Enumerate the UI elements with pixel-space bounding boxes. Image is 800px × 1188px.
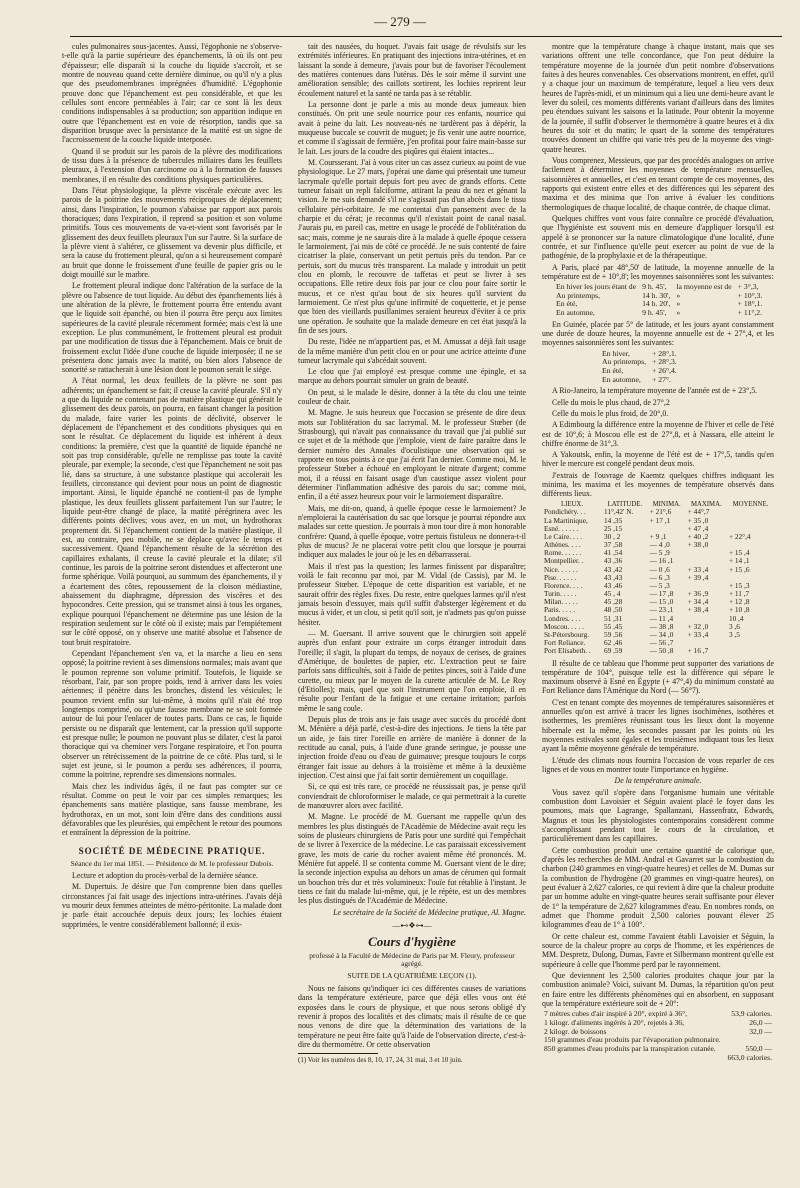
table-cell: + 21°,6 [649, 507, 672, 517]
paragraph: Que deviennent les 2,500 calories produites chaque jour par la combustion animale? Voici, suivant M. Dumas, la répartition qu'on peut en faire entre les différents phénomènes qui en absorbent, en supposant que la température extérieure soit de + 20°: [542, 971, 774, 1008]
paragraph: M. Magne. Le procédé de M. Guersant me rappelle qu'un des membres les plus distingués de l'Académie de Médecine avait reçu les soins de plusieurs chirurgiens de Paris pour une surdité qui l'empêchait de se livrer à l'exercice de la médecine. Le cas paraissait excessivement grave, les mots de carie du rocher avaient même été prononcés. M. Ménière fut appelé. Il se contenta comme M. Guersant vient de le dire; la seconde injection expulsa au dehors un amas de cérumen qui formait un bouchon très dur et très volumineux: l'ouïe fut rétablie à l'instant. Je tiens ce fait du malade lui-même, qui, je le répète, est un des membres les plus distingués de l'Académie de Médecine. [298, 812, 526, 906]
paragraph: Mais il n'est pas la question; les larmes finissent par disparaître; voilà le fait reconnu par moi, par M. Vidal (de Cassis), par M. le professeur Stœber. L'époque de cette disparition est variable, et ne saurait offrir des règles fixes. Du reste, entre quelques larmes qu'il n'est jamais besoin d'essuyer, mais qu'il suffit d'absterger légèrement et du mucus à vider, et un clou, si petit qu'il soit, je n'admets pas qu'on puisse hésiter. [298, 561, 526, 627]
climate-table [542, 501, 774, 656]
guinea-seasons-table [602, 350, 683, 385]
table-cell: La Martinique, [544, 515, 588, 525]
table-cell: + 38 ,4 [687, 605, 709, 615]
column-3 [542, 42, 774, 1065]
table-cell: 53,9 calories. [731, 1009, 772, 1019]
table-cell: » [676, 308, 681, 318]
paragraph: Lecture et adoption du procès-verbal de la dernière séance. [72, 871, 258, 881]
table-cell: 150 grammes d'eau produits par l'évaporation pulmonaire. [544, 1035, 721, 1045]
table-row [556, 309, 768, 318]
table-cell: 850 grammes d'eau produits par la transpiration cutanée. [544, 1044, 716, 1054]
table-cell: + 15 ,3 [728, 580, 750, 590]
paragraph: Le frottement pleural indique donc l'altération de la surface de la plèvre ou l'absence de tout liquide. Au début des épanchements liés à une altération de la plèvre, le frottement pourra être entendu avant que le liquide soit épanché, ou bien il pourra être perçu aux limites supérieures de la cavité pleurale récemment formée; mais c'est là une exception. Le plus communément, le frottement pleural est produit par une modification de tissus due à l'épanchement. Mais ce bruit de froissement exclut l'idée d'une couche de liquide interposée; il ne se présentera donc jamais avec la matité, ou bien alors l'absence de sonorité se rattacherait à une lésion dont le poumon serait le siége. [62, 281, 282, 375]
table-cell: — 11 ,4 [649, 613, 674, 623]
paragraph: Vous comprenez, Messieurs, que par des procédés analogues on arrive facilement à déterminer les moyennes de température mensuelles, saisonnières et annuelles, et c'est en tenant compte de ces moyennes, des rapports qui existent entre elles et des différences qui les séparent des maxima et des minima que l'on arrive à évaluer les conditions thermologiques de chaque localité, de chaque contrée, de chaque climat. [542, 155, 774, 212]
table-cell: 26,0 — [749, 1018, 772, 1028]
ornament-divider: —⊷❖⊶— [392, 920, 432, 930]
paris-seasons-table [556, 283, 768, 318]
paragraph: Or cette chaleur est, comme l'avaient établi Lavoisier et Séguin, la source de la chaleur propre au corps de l'homme, et les expériences de MM. Despretz, Dulong, Dumas, Favre et Silbermann montrent qu'elle est supérieure à celle que l'homme perd par le rayonnement. [542, 931, 774, 969]
table-cell: 62 ,46 [603, 638, 623, 648]
paragraph: A Yakoutsk, enfin, la moyenne de l'été est de + 17°,5, tandis qu'en hiver le mercure est congelé pendant deux mois. [542, 450, 774, 469]
col2-paragraphs [298, 42, 526, 906]
table-cell: En automne, [556, 308, 595, 318]
table-cell: 69 ,59 [603, 646, 623, 656]
table-cell: Port Elisabeth. . [544, 646, 591, 656]
table-cell: + 36 ,9 [687, 589, 709, 599]
table-cell: + 22°,4 [728, 531, 751, 541]
table-cell: + 10°,3. [737, 290, 763, 300]
table-cell: 663,0 calories. [727, 1052, 772, 1062]
table-row [542, 1054, 774, 1063]
table-cell: + 28°,1. [652, 348, 677, 358]
hygiene-title: Cours d'hygiène [368, 934, 456, 950]
table-cell: 59 ,56 [603, 629, 623, 639]
paragraph: A Rio-Janeiro, la température moyenne de l'année est de + 23°,5. [552, 386, 758, 396]
paragraph: — M. Guersant. Il arrive souvent que le chirurgien soit appelé auprès d'un enfant pour extraire un corps étranger introduit dans l'oreille; il s'agit, la plupart du temps, de noyaux de cerises, de graines d'Amérique, de boulettes de papier, etc. L'extraction peut se faire parfois sans difficultés, soit à l'aide de petites pinces, soit à l'aide d'une curette, ou mieux par le moyen de la curette articulée de M. Le Roy (d'Etiolles); mais, quel que soit l'instrument que l'on emploie, il en résulte pour l'enfant de la fatigue et une certaine irritation; parfois même le sang coule. [298, 629, 526, 713]
table-cell: — 23 ,1 [649, 605, 674, 615]
table-cell: En hiver les jours étant de [556, 282, 637, 292]
table-cell: En été, [556, 299, 578, 309]
table-cell: + 9 ,1 [649, 531, 667, 541]
paragraph: Dans l'état physiologique, la plèvre viscérale exécute avec les parois de la poitrine des mouvements réciproques de déplacement; ainsi, dans l'inspiration, le poumon s'abaisse par rapport aux parois thoraciques; dans l'expiration, il reprend sa position et son volume primitifs. Tous ces mouvements de va-et-vient sont favorisés par le glissement des deux feuillets pleuraux l'un sur l'autre. Si la surface de la plèvre vient à s'altérer, ce glissement va devenir plus difficile, et sera la cause du frottement pleural, qu'on a si heureusement comparé au bruit que donne le froissement d'une feuille de papier gris ou le doigt mouillé sur le marbre. [62, 185, 282, 279]
table-cell: 45 , 4 [603, 589, 621, 599]
table-cell: Milan. . . . . [544, 597, 578, 607]
table-cell: — 17 ,8 [649, 589, 674, 599]
paragraph: Celle du mois le plus froid, de 20°,0. [552, 408, 669, 418]
footnote: (1) Voir les numéros des 8, 10, 17, 24, 31 mai, 3 et 10 juin. [298, 1056, 463, 1065]
table-cell: + 15 ,6 [728, 564, 750, 574]
paragraph: Si, ce qui est très rare, ce procédé ne réussissait pas, je pense qu'il conviendrait de chloroformiser le malade, ce qui permettrait à la curette de manœuvrer alors avec facilité. [298, 782, 526, 810]
table-cell: 41 ,54 [603, 548, 623, 558]
table-cell: + 11°,2. [737, 308, 763, 318]
table-cell: + 32 ,0 [687, 621, 709, 631]
paragraph: Mais chez les individus âgés, il ne faut pas compter sur ce résultat. Comme on peut le voir par ces simples remarques; les épanchements sans matière plastique, sans fausse membrane, les hydrothorax, en un mot, sont loin d'être dans des conditions aussi défavorables que les pleurésies, qui empêchent le retour des poumons et entraînent la dépression de la poitrine. [62, 781, 282, 838]
table-cell: — 16 ,1 [649, 556, 674, 566]
table-cell: + 16 ,7 [687, 646, 709, 656]
table-cell: Athènes. . . . [544, 540, 581, 550]
table-cell: + 35 ,0 [687, 515, 709, 525]
table-cell: 9 h. 45', [642, 308, 667, 318]
table-header-cell: MOYENNE. [732, 500, 769, 508]
table-cell: 43 ,36 [603, 556, 623, 566]
table-cell: + 40 ,2 [687, 531, 709, 541]
table-cell: 14 h. 30', [642, 290, 671, 300]
table-cell: St-Pétersbourg. [544, 629, 590, 639]
table-header-cell: LIEUX. [560, 500, 584, 508]
table-cell: + 11 ,7 [728, 589, 750, 599]
table-cell: — 50 ,8 [649, 646, 674, 656]
column-2 [298, 42, 526, 1067]
table-cell: Fort Reliance. [544, 638, 586, 648]
table-cell: — 6 ,3 [649, 572, 670, 582]
table-cell [727, 517, 774, 525]
table-cell: — 0 ,6 [649, 564, 670, 574]
table-cell: 11°,42' N. [603, 507, 634, 517]
table-cell: Rome. . . . . . [544, 548, 582, 558]
header-rule [70, 36, 782, 37]
table-cell: + 10 ,8 [728, 605, 750, 615]
paragraph: A l'état normal, les deux feuillets de la plèvre ne sont pas adhérents; un épanchement se fait; il creuse la cavité pleurale. S'il n'y a que du liquide ne contenant pas de matière plastique qui générait le glissement des deux parois, on pourra, en faisant changer la position du malade, faire varier les points de déclivité, observer le déplacement de l'épanchement et des conditions physiques qui en sont le résultat. Ce déplacement du liquide est inhérent à deux conditions: la première, c'est que la quantité de liquide épanché ne soit pas trop considérable, qu'elle ne remplisse pas toute la cavité pleurale, par exemple; la seconde, c'est que l'épanchement ne soit pas lié, dans sa structure, à une substance plastique qui accolerait les feuillets, circonstance qui devient pour nous un point de diagnostic important. Ainsi, le liquide épanché ne contient-il pas de lymphe plastique, les deux feuillets glissent parfaitement l'un sur l'autre; le liquide peut-être changé de place, la matité pérégrinera avec les différents points déclives; vous avez, en un mot, un hydrothorax proprement dit. Si l'épanchement contient de la matière plastique, il est, au contraire, peu mobile, ne se déplace qu'avec le temps et successivement. Quand l'épanchement résulte de la sécrétion des capillaires exhalants, il creuse la cavité pleurale et la dilate; s'il continue, les parois de la poitrine seront distendues et affecteront une forme sphérique. Voilà pourquoi, au summum des épanchements, il y a écartement des côtes, repoussement de la cloison médiastine, abaissement du diaphragme, dépression des viscères et des hypocondres. Cette pression, qui se transmet ainsi à tous les organes, explique pourquoi l'épanchement ne détermine pas une lésion de la respiration seulement sur le côté où il existe; mais par l'empiétement sur le côté opposé, on y observe une matité absolue et l'absence de tout bruit respiratoire. [62, 376, 282, 647]
society-signature: Le secrétaire de la Société de Médecine pratique, Al. Magne. [333, 907, 526, 917]
paragraph: Celle du mois le plus chaud, de 27°,2 [552, 397, 670, 407]
table-cell: 43 ,46 [603, 580, 623, 590]
table-cell: + 33 ,4 [687, 629, 709, 639]
table-cell: — 5 ,9 [649, 548, 670, 558]
table-cell: Londres. . . . [544, 613, 581, 623]
table-cell: + 26°,4. [652, 365, 677, 375]
paragraph: Quand il se produit sur les parois de la plèvre des modifications de tissu dues à la présence de tubercules miliaires dans les feuillets pleuraux, à l'extension d'un carcinome ou à la formation de fausses membranes, il en résulte des conditions physiques particulières. [62, 146, 282, 184]
table-header-cell: MAXIMA. [690, 500, 722, 508]
footnote-rule [298, 1053, 378, 1054]
table-header-cell: MINIMA. [652, 500, 681, 508]
table-cell: Pise. . . . . . [544, 572, 577, 582]
col3-paragraphs-c [542, 659, 774, 775]
column-1 [62, 42, 282, 931]
paragraph: Cependant l'épanchement s'en va, et la marche a lieu en sens opposé; la poitrine revient à ses dimensions normales; mais avant que le poumon reprenne son volume primitif. Toutefois, le liquide se résorbant, l'air, par son propre poids, tend à arriver dans les voies aériennes; il pénètre dans les bronches, distend les vésicules; le poumon revient enfin sur lui-même, à moins qu'il n'ait été trop longtemps comprimé, ou qu'une fausse membrane ne se soit formée autour de lui pour l'enlacer de toutes parts. Dans ce cas, le liquide persiste ou ne disparaît que lentement, car la pression qu'il supporte est presque nulle; le poumon ne pouvant plus se dilater, c'est la paroi thoracique qui va cheminer vers l'organe respiratoire, et l'on pourra observer un rétrécissement de la poitrine de ce côté. Plus tard, si le sujet est jeune, si le poumon a perdu ses adhérences, il pourra, comme la poitrine, reprendre ses dimensions normales. [62, 649, 283, 780]
table-cell: — 56 ,7 [649, 638, 674, 648]
paragraph: Il résulte de ce tableau que l'homme peut supporter des variations de température de 104°, puisque telle est la différence qui sépare le maximum observé à Esné en Égypte (+ 47°,4) du minimum constaté au Fort Reliance dans l'Amérique du Nord (— 56°7). [542, 658, 774, 696]
table-cell: 45 ,28 [603, 597, 623, 607]
table-cell: + 27°. [652, 374, 671, 384]
paragraph: cules pulmonaires sous-jacentes. Aussi, l'égophonie ne s'observe-t-elle qu'à la partie supérieure des épanchements, là où ils ont peu d'épaisseur; elle disparaît si la couche du liquide s'accroît, et se montre de nouveau quand cette dernière diminue, ou qu'il n'y a plus que des pseudomembranes imprégnées d'humidité. L'égophonie prouve donc que l'épanchement est peu considérable, et que les cellules sont encore perméables à l'air; car ce sont là les deux conditions indispensables à sa production; son apparition indique en outre que l'épanchement est en voie de résorption, tandis que sa disparition brusque avec la persistance de la matité est un signe de l'accroissement de la couche liquide interposée. [62, 42, 282, 145]
paragraph: C'est en tenant compte des moyennes de températures saisonnières et annuelles qu'on est arrivé à tracer les lignes isochimènes, isothères et isothermes, les premières réunissant tous les lieux dont la moyenne hibernale est la même, les secondes passant par les points où les moyennes estivales sont égales et les troisièmes indiquant tous les lieux ayant la même moyenne générale de température. [542, 697, 774, 754]
table-cell: + 15 ,4 [728, 548, 750, 558]
table-cell: Nice. . . . . . [544, 564, 578, 574]
col3-paragraphs-a [542, 42, 774, 281]
table-cell: 32,0 — [749, 1026, 772, 1036]
table-cell: + 17 ,1 [649, 515, 671, 525]
paragraph: Du reste, l'idée ne m'appartient pas, et M. Amussat a déjà fait usage de la même manière d'un petit clou en or pour une actrice atteinte d'une tumeur lacrymale qui s'abcédait souvent. [298, 337, 526, 365]
table-row [542, 647, 774, 655]
paragraph: Cette combustion produit une certaine quantité de calorique que, d'après les recherches de MM. Andral et Gavarret sur la combustion du charbon (240 grammes en vingt-quatre heures) et celles de M. Dumas sur la combustion de l'hydrogène (20 grammes en vingt-quatre heures), on peut évaluer à 2,627 calories, ce qui revient à dire que la chaleur produite par un homme adulte en vingt-quatre heures serait suffisante pour élever de 1° la température de 2,627 kilogrammes d'eau. En nombres ronds, on admet que l'homme produit 2,500 calories pouvant élever 25 kilogrammes d'eau de 1° à 100°. [542, 845, 774, 930]
page-number: — 279 — [374, 14, 426, 29]
table-row [602, 376, 683, 385]
paragraph: tait des nausées, du hoquet. J'avais fait usage de révulsifs sur les extrémités inférieures. En pratiquant des injections intra-utérines, et en laissant la sonde à demeure, j'avais pour but de favoriser l'écoulement des matières contenues dans l'utérus. Dès le soir même il survint une amélioration sensible; des caillots sortirent, les lochies reprirent leur écoulement naturel et la santé ne tarda pas à se rétablir. [298, 42, 526, 98]
table-cell: 30 , 2 [603, 531, 621, 541]
table-cell: + 34 ,4 [687, 597, 709, 607]
table-cell: 3 ,5 [728, 629, 740, 639]
table-cell: Moscou. . . . . [544, 621, 584, 631]
table-cell: + 47 ,4 [687, 523, 709, 533]
table-cell [727, 647, 774, 655]
table-cell [727, 508, 774, 516]
table-cell: 10 ,4 [728, 613, 744, 623]
table-cell: + 14 ,1 [728, 556, 750, 566]
table-cell: + 44°,7 [687, 507, 710, 517]
table-cell: » [676, 299, 681, 309]
table-cell: En été, [602, 365, 624, 375]
society-session: Séance du 1er mai 1851. — Présidence de M. le professeur Dubois. [70, 859, 274, 869]
table-cell: — 5 ,3 [649, 580, 670, 590]
table-cell: 14 h. 20', [642, 299, 671, 309]
table-cell: + 18°,1. [737, 299, 763, 309]
table-cell: Florence. . . . [544, 580, 583, 590]
table-cell: — 15 ,0 [649, 597, 674, 607]
table-cell: 9 h. 45', [642, 282, 667, 292]
col3-paragraphs-d [542, 788, 774, 1009]
table-cell: Le Caire. . . . [544, 531, 583, 541]
table-cell: 48 ,50 [603, 605, 623, 615]
table-cell [542, 1054, 725, 1063]
table-cell: 550,0 — [745, 1044, 772, 1054]
table-cell: Esné. . . . . . [544, 523, 579, 533]
table-cell: — 4 ,0 [649, 540, 670, 550]
table-cell: + 38 ,0 [687, 540, 709, 550]
table-cell: — 34 ,0 [649, 629, 674, 639]
table-cell: 2 kilogr. de boissons [544, 1026, 607, 1036]
table-cell: Paris. . . . . [544, 605, 576, 615]
table-cell: 25 ,15 [603, 523, 623, 533]
table-cell: + 33 ,4 [687, 564, 709, 574]
table-cell: 55 ,45 [603, 621, 623, 631]
table-cell: + 39 ,4 [687, 572, 709, 582]
paragraph: M. Dupertuis. Je désire que l'on comprenne bien dans quelles circonstances j'ai fait usage des injections intra-utérines. J'avais déjà vu mourir deux femmes atteintes de métro-péritonite. La malade dont je parle était accouchée depuis deux jours; les lochies étaient supprimées, le ventre considérablement ballonné; il exis- [62, 882, 282, 929]
table-cell: 51 ,31 [603, 613, 623, 623]
table-cell: + 12 ,8 [728, 597, 750, 607]
paragraph: Depuis plus de trois ans je fais usage avec succès du procédé dont M. Ménière a déjà parlé, c'est-à-dire des injections. Je tiens la tête par un aide, je fais tirer l'oreille en arrière de manière à donner de la rectitude au canal, puis, à l'aide d'une grande seringue, je pousse une injection froide d'eau ou d'eau de guimauve; presque toujours le corps étranger fait issue au dehors à la troisième et même à la deuxième injection. C'est ainsi que j'ai fait sortir dernièrement un coquillage. [298, 714, 526, 780]
table-cell: — 38 ,8 [649, 621, 674, 631]
table-cell: 37 ,58 [603, 540, 623, 550]
col1-paragraphs [62, 42, 282, 838]
paragraph: Nous ne faisons qu'indiquer ici ces différentes causes de variations dans la température extérieure, parce que déjà elles vous ont été exposées dans le cours de physique, et que nous serons obligé d'y revenir à propos des localités et des climats; mais il résulte de ce que nous venons de dire que la détermination des variations de la température ne peut être faite qu'à l'aide de l'observation directe, c'est-à-dire du thermomètre. Or cette observation [298, 984, 526, 1050]
paragraph: La personne dont je parle a mis au monde deux jumeaux bien constitués. On prit une seule nourrice pour ces enfants, nourrice qui avait à peine du lait. Les nouveau-nés ne tardèrent pas à dépérir, la muqueuse buccale se couvrit de muguet; je fis venir une autre nourrice, et comme il s'agissait de fermière, j'en profitai pour faire main-basse sur le lait. Les jours de la coudre des piqûres qui étaient intactes... [298, 99, 526, 156]
table-header-cell: LATITUDE. [607, 500, 643, 508]
paragraph: montre que la température change à chaque instant, mais que ses variations offrent une telle concordance, que l'on peut déduire la température moyenne de la journée d'un petit nombre d'observations faites à des heures convenables. Ces observations montrent, en effet, qu'il y a chaque jour un maximum de température, lequel a lieu vers deux heures de l'après-midi, et un minimum qui a lieu une demi-heure avant le lever du soleil, ces moments différents variant d'ailleurs dans des limites peu étendues suivant les saisons et la latitude. Pour obtenir la moyenne de la journée, il suffit d'observer le thermomètre à quatre heures et à dix heures du soir et du matin; le quart de la somme des températures trouvées donnent un chiffre qui varie très peu de la moyenne des vingt-quatre heures. [542, 42, 775, 154]
table-cell: 7 mètres cubes d'air inspiré à 20°, expiré à 36°, [544, 1009, 688, 1019]
paragraph: On peut, si le malade le désire, donner à la tête du clou une teinte couleur de chair. [298, 387, 526, 407]
table-cell [727, 639, 774, 647]
table-cell: Montpellier. . [544, 556, 584, 566]
table-cell [686, 549, 727, 557]
table-cell: En automne, [602, 374, 641, 384]
table-cell: En hiver, [602, 348, 630, 358]
col3-paragraphs-b [542, 386, 774, 499]
paragraph: A Paris, placé par 48°,50' de latitude, la moyenne annuelle de la température est de + 10°,8'; les moyennes saisonnières sont les suivantes: [542, 262, 774, 281]
paragraph: Le clou que j'ai employé est presque comme une épingle, et sa marque au dehors pourrait simuler un grain de beauté. [298, 367, 526, 386]
table-cell: » [676, 290, 681, 300]
table-cell: Au printemps, [556, 290, 600, 300]
table-cell: + 3°,3, [737, 282, 759, 292]
paragraph: J'extrais de l'ouvrage de Kaemtz quelques chiffres indiquant les minima, les maxima et les moyennes de température observés dans différents lieux. [542, 470, 774, 499]
paragraph: L'étude des climats nous fournira l'occasion de vous reparler de ces lignes et de vous en montrer toute l'importance en hygiène. [542, 755, 774, 775]
lesson-title: SUITE DE LA QUATRIÈME LEÇON (1). [347, 971, 477, 981]
table-cell: Turin. . . . . [544, 589, 577, 599]
table-cell: 43 ,43 [603, 572, 623, 582]
paragraph: Mais, me dit-on, quand, à quelle époque cesse le larmoiement? Je n'emploierai la cautérisation du sac que lorsque je pourrai répondre aux malades sur cette question. Je pourrais à mon tour dire à mon honorable confrère: Quand, à quelle époque, votre pertuis fistuleux ne donnera-t-il plus de mucus? Je ne placerai votre petit clou que lorsque je pourrai indiquer aux malades le jour où je les en débarrasserai. [298, 503, 526, 560]
calories-table [542, 1010, 774, 1062]
animal-temperature-title: De la température animale. [614, 776, 702, 786]
paragraph: M. Coursserant. J'ai à vous citer un cas assez curieux au point de vue physiologique. Le 27 mars, j'opérai une dame qui présentait une tumeur lacrymale qu'elle portait depuis fort peu avec de grands efforts. Cette tumeur faisait un repli falciforme, attirant la peau du nez et génant la vision. Je me suis demandé s'il ne s'agissait pas d'un abcès dans le tissu cellulaire péri-orbitaire. Je me contentai d'un pansement avec de la charpie et du cérat; je reconnus qu'il n'existait point de canal nasal. J'aurais pu, en pareil cas, mettre en usage le procédé de l'oblitération du sac; mais, comme je ne saurais dire à la malade à quelle époque cessera le larmoiement, j'ai mis de côté ce procédé. Je ne suis contenté de faire cicatriser la plaie, conservant un petit pertuis près du tendon. Par ce pertuis, sort du mucus très transparent. La malade y introduit un petit clou en plomb, le recouvre de taffetas et peut se livrer à ses occupations. Elle retire deux fois par jour ce clou pour faire sortir le mucus, et ce n'est qu'au bout de six heures qu'il survient du larmoiement. Ce n'est plus qu'une infirmité de coquetterie, et je pense que bien des vieillards pusillanimes seraient heureux d'éviter à ce prix une opération. Je souhaite que la malade demeure en cet état jusqu'à la fin de ses jours. [298, 157, 526, 335]
table-cell: Au printemps, [602, 357, 646, 367]
table-cell: 43 ,42 [603, 564, 623, 574]
table-cell: 14 ,35 [603, 515, 623, 525]
table-cell: Pondichéry. . . [544, 507, 586, 517]
paragraph: A Edimbourg la différence entre la moyenne de l'hiver et celle de l'été est de 10°,6; à Moscou elle est de 27°,8, et à Nassara, elle atteint le chiffre énorme de 31°,3. [542, 420, 774, 448]
paragraph: M. Magne. Je suis heureux que l'occasion se présente de dire deux mots sur l'oblitération du sac lacrymal. M. le professeur Stœber (de Strasbourg), qui n'avait pas connaissance du travail que j'ai publié sur ce sujet et de la méthode que j'emploie, vient de faire paraître dans le dernier numéro des Annales d'oculistique une observation qui se rapporte en tous points à ce que j'ai écrit l'an dernier. Comme moi, M. le professeur Stœber a échoué en employant le nitrate d'argent; comme moi, il a réussi en faisant usage d'un caustique assez violent pour déterminer l'inflammation adhésive des parois du sac; comme moi, enfin, il a été assez heureux pour voir le larmoiement disparaître. [298, 408, 526, 502]
hygiene-paragraphs [298, 984, 526, 1049]
table-cell: 1 kilogr. d'aliments ingérés à 20°, rejetés à 36, [544, 1018, 685, 1028]
table-cell: la moyenne est de [676, 282, 732, 292]
table-cell: + 28°,3. [652, 357, 677, 367]
hygiene-subtitle: professé à la Faculté de Médecine de Paris par M. Fleury, professeur agrégé. [309, 950, 515, 969]
society-title: SOCIÉTÉ DE MÉDECINE PRATIQUE. [78, 845, 266, 856]
society-paragraphs [62, 871, 282, 929]
table-cell: 3 ,6 [728, 621, 740, 631]
guinea-intro: En Guinée, placée par 5° de latitude, et les jours ayant constamment une durée de douze heures, la moyenne annuelle est de + 27°,4, et les moyennes saisonnières sont les suivantes: [542, 319, 774, 348]
paragraph: Quelques chiffres vont vous faire connaître ce procédé d'évaluation, que l'hygiéniste est souvent mis en demeure d'appliquer lorsqu'il est appelé à se prononcer sur la nature climatologique d'une localité, d'une contrée, et sur l'influence qu'elle peut exercer au point de vue de la pathogénie, de la prophylaxie et de la thérapeutique. [542, 213, 774, 261]
paragraph: Vous savez qu'il s'opère dans l'organisme humain une véritable combustion dont Lavoisier et Séguin avaient placé le foyer dans les poumons, mais que Lagrange, Spallanzani, Hassenfratz, Edwards, Magnus et tous les physiologistes contemporains considèrent comme s'accomplissant pendant tout le cours de la circulation, et particulièrement dans les capillaires. [542, 787, 774, 844]
